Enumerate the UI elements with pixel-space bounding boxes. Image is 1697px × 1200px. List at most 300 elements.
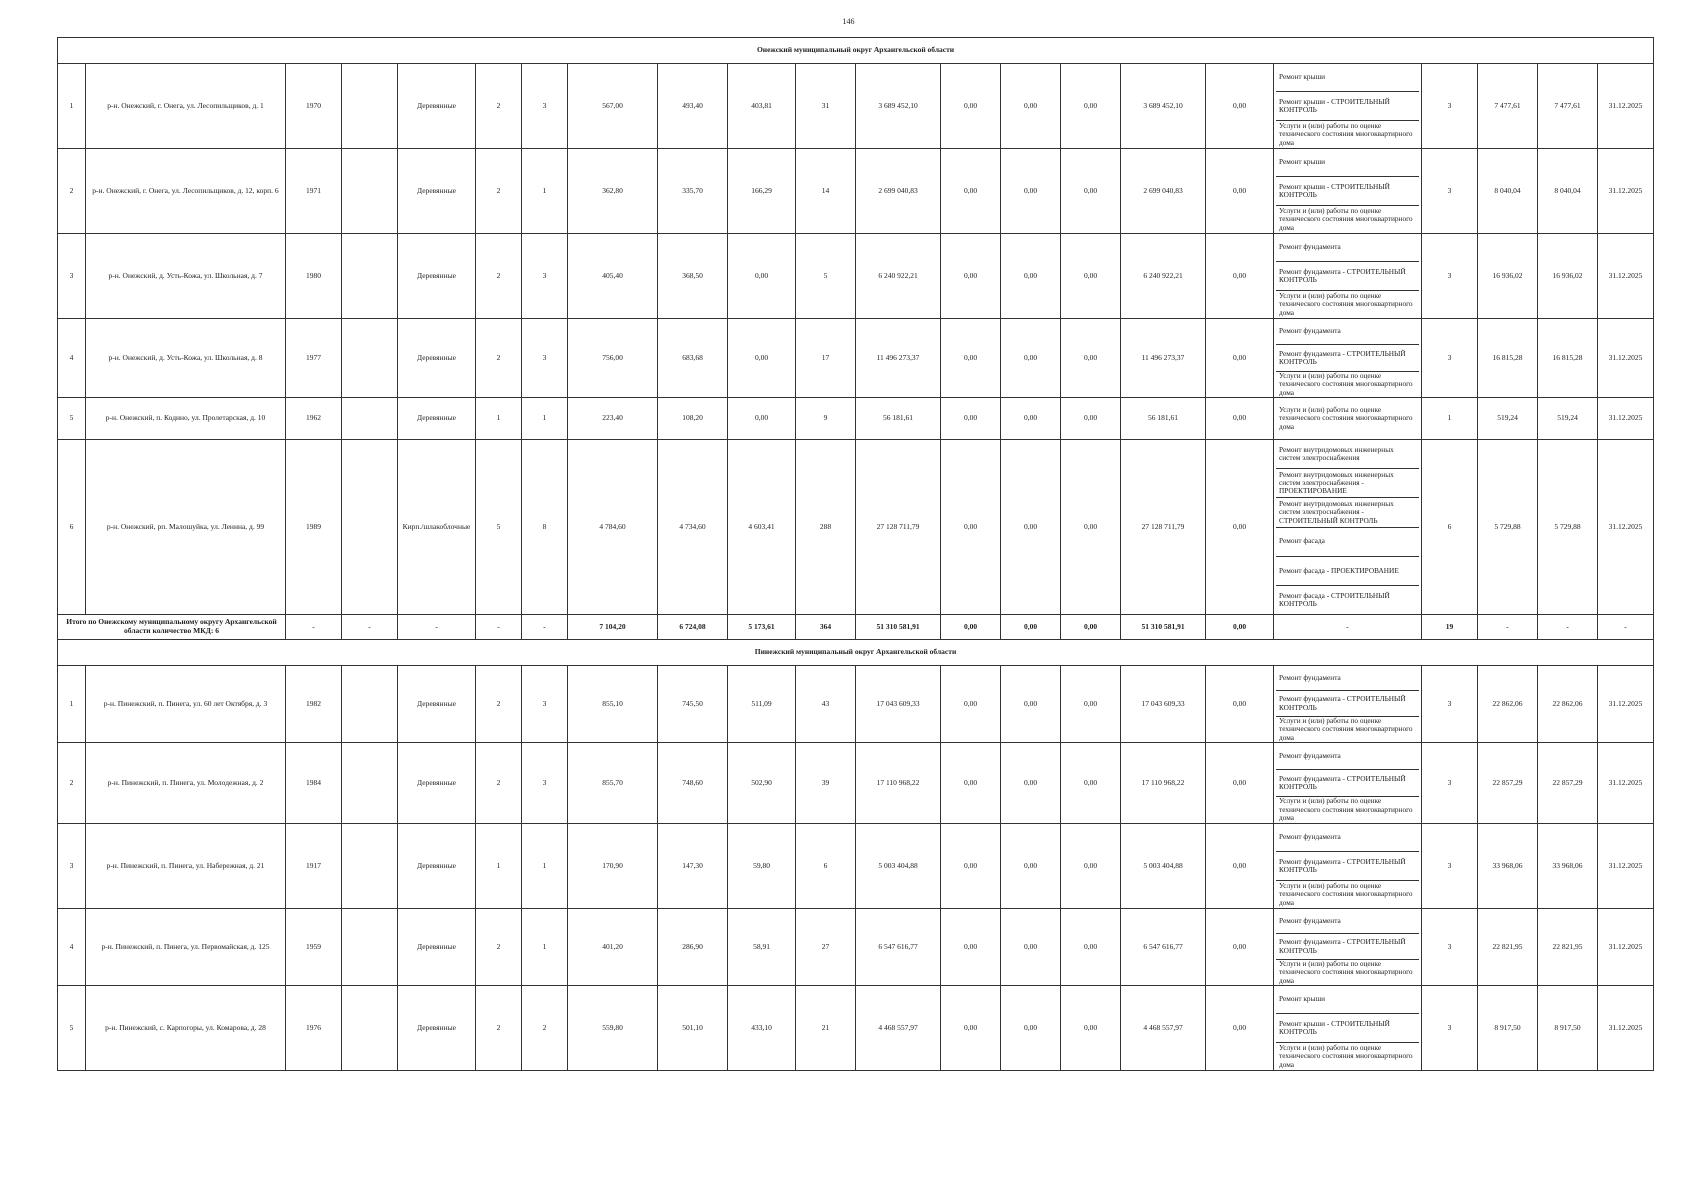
cell-fund2: 0,00: [1001, 743, 1061, 824]
cell-works-count: 3: [1422, 666, 1478, 743]
cell-fund3: 0,00: [1061, 319, 1121, 398]
cell-cost-total: 3 689 452,10: [856, 64, 941, 149]
total-deadline: -: [1598, 615, 1654, 640]
work-item: Ремонт крыши: [1276, 149, 1419, 177]
cell-n: 6: [58, 440, 86, 615]
section-header-row: [58, 640, 1654, 666]
cell-fund3: 0,00: [1061, 666, 1121, 743]
work-item: Услуги и (или) работы по оценке технического состояния многоквартирного дома: [1279, 1042, 1413, 1069]
cell-cost-total: 6 547 616,77: [856, 909, 941, 986]
cell-deadline: 31.12.2025: [1598, 64, 1654, 149]
cell-deadline: 31.12.2025: [1598, 398, 1654, 440]
cell-area-private: 58,91: [728, 909, 796, 986]
total-area-private: 5 173,61: [728, 615, 796, 640]
work-item: Услуги и (или) работы по оценке технического состояния многоквартирного дома: [1279, 290, 1413, 317]
cell-empty1: [342, 909, 398, 986]
cell-floors: 2: [476, 743, 522, 824]
cell-cost-total: 17 110 968,22: [856, 743, 941, 824]
cell-fund-other: 0,00: [1206, 64, 1274, 149]
cell-year: 1989: [286, 440, 342, 615]
cell-cost-total: 2 699 040,83: [856, 149, 941, 234]
cell-floors: 2: [476, 149, 522, 234]
cell-address: р-н. Пинежский, п. Пинега, ул. Молодежная, д. 2: [86, 743, 286, 824]
cell-fund1: 0,00: [941, 64, 1001, 149]
total-fund1: 0,00: [941, 615, 1001, 640]
work-item: Ремонт внутридомовых инженерных систем электроснабжения - ПРОЕКТИРОВАНИЕ: [1276, 469, 1419, 498]
cell-residents: 5: [796, 234, 856, 319]
cell-residents: 6: [796, 824, 856, 909]
cell-material: Деревянные: [398, 666, 476, 743]
cell-fund-owners: 3 689 452,10: [1121, 64, 1206, 149]
cell-empty1: [342, 64, 398, 149]
table-row: [58, 986, 1654, 1071]
cell-unit-cost: 519,24: [1478, 398, 1538, 440]
cell-fund-owners: 5 003 404,88: [1121, 824, 1206, 909]
cell-year: 1980: [286, 234, 342, 319]
cell-works-count: 3: [1422, 986, 1478, 1071]
cell-address: р-н. Онежский, рп. Малошуйка, ул. Ленина, д. 99: [86, 440, 286, 615]
work-item: Ремонт фундамента - СТРОИТЕЛЬНЫЙ КОНТРОЛЬ: [1276, 262, 1419, 290]
cell-n: 1: [58, 666, 86, 743]
work-item: Ремонт фундамента - СТРОИТЕЛЬНЫЙ КОНТРОЛЬ: [1276, 770, 1419, 797]
cell-fund3: 0,00: [1061, 909, 1121, 986]
cell-residents: 14: [796, 149, 856, 234]
cell-entrances: 3: [522, 319, 568, 398]
cell-works: [1274, 398, 1422, 440]
work-item: Услуги и (или) работы по оценке технического состояния многоквартирного дома: [1279, 880, 1413, 907]
cell-deadline: 31.12.2025: [1598, 986, 1654, 1071]
cell-year: 1971: [286, 149, 342, 234]
cell-unit-cost: 8 917,50: [1478, 986, 1538, 1071]
works-list: [1276, 319, 1419, 397]
cell-area-living: 286,90: [658, 909, 728, 986]
cell-unit-cost-max: 33 968,06: [1538, 824, 1598, 909]
cell-area-total: 4 784,60: [568, 440, 658, 615]
works-list: [1276, 666, 1419, 742]
work-item: Ремонт фундамента - СТРОИТЕЛЬНЫЙ КОНТРОЛЬ: [1276, 934, 1419, 959]
cell-fund1: 0,00: [941, 398, 1001, 440]
cell-n: 4: [58, 319, 86, 398]
cell-works: [1274, 234, 1422, 319]
cell-works-count: 6: [1422, 440, 1478, 615]
cell-floors: 5: [476, 440, 522, 615]
cell-area-living: 335,70: [658, 149, 728, 234]
cell-works-count: 3: [1422, 824, 1478, 909]
cell-works: [1274, 440, 1422, 615]
cell-works-count: 3: [1422, 909, 1478, 986]
cell-fund2: 0,00: [1001, 149, 1061, 234]
cell-area-total: 756,00: [568, 319, 658, 398]
cell-area-living: 745,50: [658, 666, 728, 743]
cell-address: р-н. Онежский, д. Усть-Кожа, ул. Школьная, д. 8: [86, 319, 286, 398]
cell-residents: 31: [796, 64, 856, 149]
work-item: Ремонт фасада - СТРОИТЕЛЬНЫЙ КОНТРОЛЬ: [1279, 590, 1390, 608]
cell-fund-owners: 17 043 609,33: [1121, 666, 1206, 743]
cell-fund3: 0,00: [1061, 824, 1121, 909]
cell-residents: 27: [796, 909, 856, 986]
cell-empty1: [342, 743, 398, 824]
cell-fund1: 0,00: [941, 234, 1001, 319]
cell-cost-total: 4 468 557,97: [856, 986, 941, 1071]
cell-empty1: [342, 986, 398, 1071]
table-row: [58, 234, 1654, 319]
cell-fund-owners: 17 110 968,22: [1121, 743, 1206, 824]
cell-fund-other: 0,00: [1206, 743, 1274, 824]
cell-n: 4: [58, 909, 86, 986]
cell-fund1: 0,00: [941, 986, 1001, 1071]
work-item: Ремонт фундамента: [1276, 824, 1419, 852]
total-label: Итого по Онежскому муниципальному округу Архангельской области количество МКД: 6: [58, 615, 286, 640]
work-item: Услуги и (или) работы по оценке технического состояния многоквартирного дома: [1279, 370, 1413, 397]
work-item: Ремонт фундамента - СТРОИТЕЛЬНЫЙ КОНТРОЛЬ: [1276, 852, 1419, 880]
cell-fund-other: 0,00: [1206, 149, 1274, 234]
cell-unit-cost-max: 519,24: [1538, 398, 1598, 440]
total-row: [58, 615, 1654, 640]
work-item: Услуги и (или) работы по оценке технического состояния многоквартирного дома: [1279, 958, 1413, 985]
cell-works-count: 3: [1422, 234, 1478, 319]
cell-fund2: 0,00: [1001, 986, 1061, 1071]
cell-fund-other: 0,00: [1206, 398, 1274, 440]
works-list: [1276, 986, 1419, 1070]
cell-area-private: 511,09: [728, 666, 796, 743]
cell-address: р-н. Пинежский, п. Пинега, ул. Набережная, д. 21: [86, 824, 286, 909]
work-item: Услуги и (или) работы по оценке технического состояния многоквартирного дома: [1279, 205, 1413, 232]
cell-year: 1959: [286, 909, 342, 986]
total-d2: -: [342, 615, 398, 640]
cell-fund3: 0,00: [1061, 398, 1121, 440]
cell-cost-total: 56 181,61: [856, 398, 941, 440]
cell-year: 1976: [286, 986, 342, 1071]
cell-works: [1274, 743, 1422, 824]
cell-n: 3: [58, 824, 86, 909]
cell-floors: 1: [476, 398, 522, 440]
cell-fund-other: 0,00: [1206, 824, 1274, 909]
cell-area-living: 4 734,60: [658, 440, 728, 615]
section-header-row: [58, 38, 1654, 64]
cell-year: 1977: [286, 319, 342, 398]
cell-floors: 2: [476, 986, 522, 1071]
works-list: [1276, 440, 1419, 614]
cell-floors: 2: [476, 64, 522, 149]
cell-empty1: [342, 149, 398, 234]
cell-works-count: 3: [1422, 64, 1478, 149]
cell-deadline: 31.12.2025: [1598, 319, 1654, 398]
cell-area-private: 4 603,41: [728, 440, 796, 615]
cell-unit-cost: 33 968,06: [1478, 824, 1538, 909]
total-works: -: [1274, 615, 1422, 640]
cell-fund-owners: 2 699 040,83: [1121, 149, 1206, 234]
cell-fund2: 0,00: [1001, 440, 1061, 615]
cell-cost-total: 27 128 711,79: [856, 440, 941, 615]
cell-area-total: 405,40: [568, 234, 658, 319]
cell-unit-cost-max: 8 917,50: [1538, 986, 1598, 1071]
total-unit-cost: -: [1478, 615, 1538, 640]
cell-works: [1274, 319, 1422, 398]
page-number: 146: [842, 17, 855, 26]
work-item: Ремонт фасада - ПРОЕКТИРОВАНИЕ: [1276, 557, 1419, 586]
cell-material: Кирп./шлакоблочные: [398, 440, 476, 615]
work-item: Ремонт крыши: [1276, 64, 1419, 92]
cell-n: 2: [58, 149, 86, 234]
cell-area-living: 501,10: [658, 986, 728, 1071]
cell-floors: 2: [476, 319, 522, 398]
cell-unit-cost-max: 8 040,04: [1538, 149, 1598, 234]
work-item: Услуги и (или) работы по оценке технического состояния многоквартирного дома: [1279, 120, 1413, 147]
cell-area-private: 0,00: [728, 319, 796, 398]
work-item: Ремонт фундамента: [1276, 666, 1419, 691]
cell-entrances: 1: [522, 149, 568, 234]
cell-fund3: 0,00: [1061, 234, 1121, 319]
cell-fund-other: 0,00: [1206, 909, 1274, 986]
cell-year: 1982: [286, 666, 342, 743]
cell-area-total: 855,10: [568, 666, 658, 743]
cell-unit-cost-max: 22 862,06: [1538, 666, 1598, 743]
cell-floors: 1: [476, 824, 522, 909]
work-item: Ремонт крыши - СТРОИТЕЛЬНЫЙ КОНТРОЛЬ: [1276, 177, 1419, 205]
cell-works: [1274, 149, 1422, 234]
cell-fund3: 0,00: [1061, 743, 1121, 824]
cell-works-count: 1: [1422, 398, 1478, 440]
total-area-living: 6 724,08: [658, 615, 728, 640]
total-d3: -: [398, 615, 476, 640]
work-item: Ремонт фасада: [1276, 528, 1419, 557]
cell-residents: 39: [796, 743, 856, 824]
total-fund-other: 0,00: [1206, 615, 1274, 640]
cell-fund-other: 0,00: [1206, 440, 1274, 615]
works-list: [1276, 743, 1419, 823]
cell-entrances: 1: [522, 909, 568, 986]
cell-entrances: 3: [522, 64, 568, 149]
cell-empty1: [342, 234, 398, 319]
cell-fund3: 0,00: [1061, 149, 1121, 234]
cell-empty1: [342, 666, 398, 743]
total-works-count: 19: [1422, 615, 1478, 640]
cell-area-living: 368,50: [658, 234, 728, 319]
cell-entrances: 2: [522, 986, 568, 1071]
cell-n: 1: [58, 64, 86, 149]
cell-address: р-н. Онежский, д. Усть-Кожа, ул. Школьная, д. 7: [86, 234, 286, 319]
cell-residents: 43: [796, 666, 856, 743]
cell-works: [1274, 64, 1422, 149]
cell-area-total: 559,80: [568, 986, 658, 1071]
cell-fund2: 0,00: [1001, 909, 1061, 986]
cell-material: Деревянные: [398, 64, 476, 149]
cell-works-count: 3: [1422, 743, 1478, 824]
works-list: [1276, 149, 1419, 233]
cell-deadline: 31.12.2025: [1598, 824, 1654, 909]
table-row: [58, 440, 1654, 615]
cell-deadline: 31.12.2025: [1598, 440, 1654, 615]
cell-area-living: 108,20: [658, 398, 728, 440]
cell-fund2: 0,00: [1001, 666, 1061, 743]
cell-deadline: 31.12.2025: [1598, 149, 1654, 234]
cell-n: 5: [58, 986, 86, 1071]
cell-unit-cost: 16 936,02: [1478, 234, 1538, 319]
cell-unit-cost: 7 477,61: [1478, 64, 1538, 149]
work-item: Ремонт фундамента - СТРОИТЕЛЬНЫЙ КОНТРОЛЬ: [1276, 691, 1419, 716]
cell-year: 1970: [286, 64, 342, 149]
cell-fund1: 0,00: [941, 666, 1001, 743]
cell-unit-cost: 8 040,04: [1478, 149, 1538, 234]
works-list: [1276, 824, 1419, 908]
cell-works-count: 3: [1422, 149, 1478, 234]
total-d5: -: [522, 615, 568, 640]
work-item: Ремонт внутридомовых инженерных систем электроснабжения - СТРОИТЕЛЬНЫЙ КОНТРОЛЬ: [1276, 498, 1419, 527]
work-item: Услуги и (или) работы по оценке технического состояния многоквартирного дома: [1279, 404, 1413, 431]
cell-fund-owners: 27 128 711,79: [1121, 440, 1206, 615]
cell-material: Деревянные: [398, 234, 476, 319]
work-item: Ремонт крыши - СТРОИТЕЛЬНЫЙ КОНТРОЛЬ: [1276, 92, 1419, 120]
cell-fund2: 0,00: [1001, 319, 1061, 398]
works-list: [1276, 234, 1419, 318]
works-list: [1276, 64, 1419, 148]
cell-fund2: 0,00: [1001, 64, 1061, 149]
cell-deadline: 31.12.2025: [1598, 743, 1654, 824]
cell-material: Деревянные: [398, 149, 476, 234]
cell-works: [1274, 666, 1422, 743]
cell-entrances: 3: [522, 234, 568, 319]
table-row: [58, 743, 1654, 824]
cell-area-total: 170,90: [568, 824, 658, 909]
total-d1: -: [286, 615, 342, 640]
cell-address: р-н. Пинежский, с. Карпогоры, ул. Комарова, д. 28: [86, 986, 286, 1071]
cell-residents: 21: [796, 986, 856, 1071]
cell-area-private: 59,80: [728, 824, 796, 909]
cell-area-private: 166,29: [728, 149, 796, 234]
cell-empty1: [342, 319, 398, 398]
cell-unit-cost-max: 16 936,02: [1538, 234, 1598, 319]
total-area-total: 7 104,20: [568, 615, 658, 640]
cell-area-total: 401,20: [568, 909, 658, 986]
cell-unit-cost: 5 729,88: [1478, 440, 1538, 615]
table-row: [58, 319, 1654, 398]
cell-material: Деревянные: [398, 743, 476, 824]
table-row: [58, 666, 1654, 743]
cell-fund-owners: 4 468 557,97: [1121, 986, 1206, 1071]
cell-entrances: 1: [522, 824, 568, 909]
cell-fund-owners: 6 547 616,77: [1121, 909, 1206, 986]
cell-fund1: 0,00: [941, 149, 1001, 234]
table-row: [58, 824, 1654, 909]
cell-area-total: 223,40: [568, 398, 658, 440]
cell-floors: 2: [476, 666, 522, 743]
cell-works: [1274, 824, 1422, 909]
cell-area-private: 0,00: [728, 234, 796, 319]
cell-fund-other: 0,00: [1206, 986, 1274, 1071]
cell-cost-total: 17 043 609,33: [856, 666, 941, 743]
cell-area-private: 403,81: [728, 64, 796, 149]
work-item: Услуги и (или) работы по оценке технического состояния многоквартирного дома: [1279, 796, 1413, 823]
cell-residents: 9: [796, 398, 856, 440]
cell-address: р-н. Пинежский, п. Пинега, ул. 60 лет Октября, д. 3: [86, 666, 286, 743]
cell-address: р-н. Онежский, п. Кодино, ул. Пролетарская, д. 10: [86, 398, 286, 440]
cell-works-count: 3: [1422, 319, 1478, 398]
cell-fund2: 0,00: [1001, 398, 1061, 440]
cell-floors: 2: [476, 909, 522, 986]
cell-entrances: 8: [522, 440, 568, 615]
cell-n: 5: [58, 398, 86, 440]
cell-area-total: 567,00: [568, 64, 658, 149]
cell-fund1: 0,00: [941, 319, 1001, 398]
section-title: Пинежский муниципальный округ Архангельской области: [58, 640, 1654, 666]
cell-works: [1274, 986, 1422, 1071]
total-fund3: 0,00: [1061, 615, 1121, 640]
work-item: Услуги и (или) работы по оценке технического состояния многоквартирного дома: [1279, 715, 1413, 742]
cell-address: р-н. Пинежский, п. Пинега, ул. Первомайская, д. 125: [86, 909, 286, 986]
cell-empty1: [342, 440, 398, 615]
cell-n: 3: [58, 234, 86, 319]
work-item: Ремонт крыши - СТРОИТЕЛЬНЫЙ КОНТРОЛЬ: [1276, 1014, 1419, 1042]
cell-unit-cost-max: 22 821,95: [1538, 909, 1598, 986]
cell-cost-total: 11 496 273,37: [856, 319, 941, 398]
table-row: [58, 64, 1654, 149]
section-title: Онежский муниципальный округ Архангельской области: [58, 38, 1654, 64]
table-row: [58, 909, 1654, 986]
cell-unit-cost-max: 22 857,29: [1538, 743, 1598, 824]
cell-area-private: 0,00: [728, 398, 796, 440]
cell-area-total: 855,70: [568, 743, 658, 824]
cell-fund1: 0,00: [941, 909, 1001, 986]
cell-material: Деревянные: [398, 824, 476, 909]
cell-entrances: 3: [522, 666, 568, 743]
cell-fund-other: 0,00: [1206, 234, 1274, 319]
cell-address: р-н. Онежский, г. Онега, ул. Лесопильщиков, д. 1: [86, 64, 286, 149]
cell-fund-other: 0,00: [1206, 666, 1274, 743]
cell-deadline: 31.12.2025: [1598, 666, 1654, 743]
total-cost-total: 51 310 581,91: [856, 615, 941, 640]
cell-fund1: 0,00: [941, 824, 1001, 909]
cell-unit-cost-max: 7 477,61: [1538, 64, 1598, 149]
cell-cost-total: 6 240 922,21: [856, 234, 941, 319]
work-item: Ремонт внутридомовых инженерных систем электроснабжения: [1276, 440, 1419, 469]
cell-fund-owners: 6 240 922,21: [1121, 234, 1206, 319]
cell-empty1: [342, 398, 398, 440]
cell-fund1: 0,00: [941, 743, 1001, 824]
cell-material: Деревянные: [398, 319, 476, 398]
cell-fund2: 0,00: [1001, 824, 1061, 909]
table-row: [58, 149, 1654, 234]
work-item: Ремонт фундамента: [1276, 743, 1419, 770]
cell-unit-cost-max: 5 729,88: [1538, 440, 1598, 615]
cell-fund-owners: 11 496 273,37: [1121, 319, 1206, 398]
cell-unit-cost-max: 16 815,28: [1538, 319, 1598, 398]
cell-cost-total: 5 003 404,88: [856, 824, 941, 909]
cell-unit-cost: 22 857,29: [1478, 743, 1538, 824]
works-list: [1276, 398, 1419, 439]
cell-entrances: 3: [522, 743, 568, 824]
work-item: Ремонт фундамента - СТРОИТЕЛЬНЫЙ КОНТРОЛЬ: [1276, 345, 1419, 371]
cell-area-private: 502,90: [728, 743, 796, 824]
total-residents: 364: [796, 615, 856, 640]
cell-floors: 2: [476, 234, 522, 319]
cell-empty1: [342, 824, 398, 909]
cell-area-total: 362,80: [568, 149, 658, 234]
cell-deadline: 31.12.2025: [1598, 909, 1654, 986]
work-item: Ремонт фундамента: [1276, 319, 1419, 345]
cell-material: Деревянные: [398, 909, 476, 986]
cell-year: 1917: [286, 824, 342, 909]
cell-area-living: 493,40: [658, 64, 728, 149]
work-item: Ремонт фундамента: [1276, 234, 1419, 262]
cell-residents: 17: [796, 319, 856, 398]
cell-fund3: 0,00: [1061, 64, 1121, 149]
cell-fund-other: 0,00: [1206, 319, 1274, 398]
cell-unit-cost: 22 821,95: [1478, 909, 1538, 986]
cell-fund3: 0,00: [1061, 986, 1121, 1071]
works-list: [1276, 909, 1419, 985]
total-fund-owners: 51 310 581,91: [1121, 615, 1206, 640]
capital-repair-table: [57, 37, 1654, 1071]
